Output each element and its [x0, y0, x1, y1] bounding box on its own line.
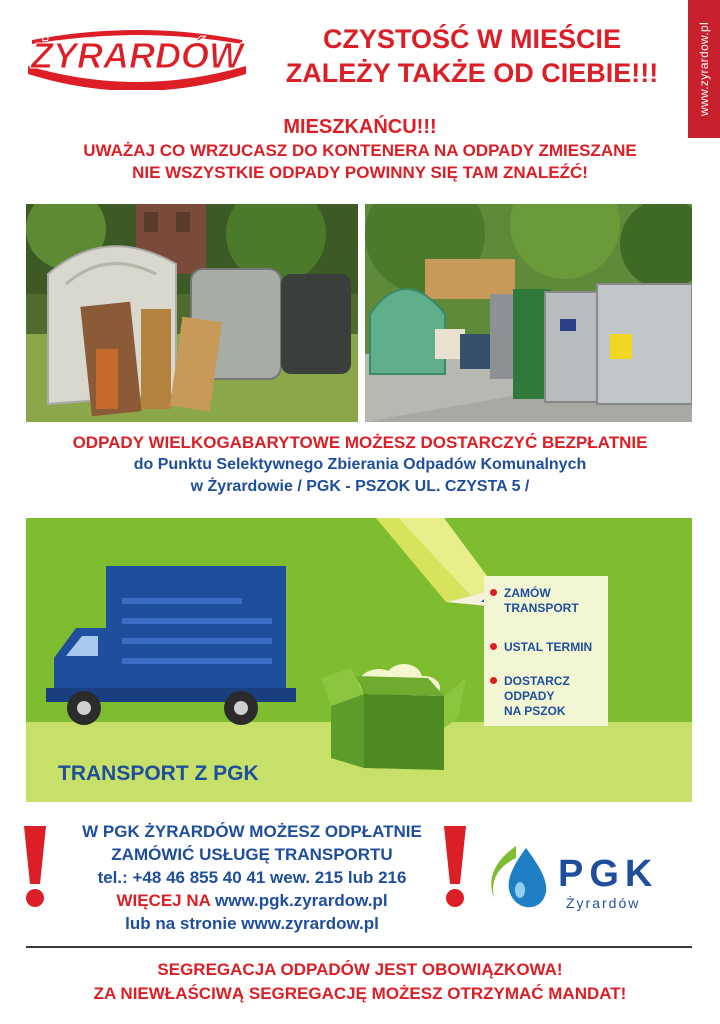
side-tab-url: www.zyrardow.pl — [697, 22, 711, 116]
bulky-waste-info — [0, 432, 720, 498]
disposal-line-2: do Punktu Selektywnego Zbierania Odpadów Komunalnych — [133, 456, 587, 473]
footer-warning — [0, 958, 720, 1006]
step-2-line-1: USTAL TERMIN — [504, 640, 593, 654]
step-1-line-1: ZAMÓW — [504, 586, 551, 600]
divider — [26, 946, 692, 948]
intro-warning — [0, 115, 720, 184]
disposal-line-3: w Żyrardowie / PGK - PSZOK UL. CZYSTA 5 / — [190, 478, 530, 495]
footer-line-2: ZA NIEWŁAŚCIWĄ SEGREGACJĘ MOŻESZ OTRZYMAĆ MANDAT! — [93, 984, 627, 1003]
bullet-icon — [490, 677, 497, 684]
bullet-icon — [490, 589, 497, 596]
footer-line-1: SEGREGACJA ODPADÓW JEST OBOWIĄZKOWA! — [157, 960, 563, 979]
steps-card — [484, 576, 608, 726]
pgk-website-link[interactable]: www.pgk.zyrardow.pl — [215, 891, 388, 910]
step-deliver-waste — [492, 674, 570, 719]
photo-overfull-containers — [26, 204, 358, 422]
zyrardow-logo — [22, 18, 252, 90]
bullet-icon — [490, 643, 497, 650]
slogan — [262, 22, 682, 90]
step-set-date — [492, 640, 592, 655]
slogan-line-2: ZALEŻY TAKŻE OD CIEBIE!!! — [285, 58, 659, 88]
pgk-name: PGK — [558, 853, 659, 895]
step-3-line-2: ODPADY — [504, 689, 555, 703]
intro-line-1: MIESZKAŃCU!!! — [283, 116, 437, 138]
contact-info — [52, 820, 452, 935]
transport-label: TRANSPORT Z PGK — [58, 762, 259, 785]
contact-line-1: W PGK ŻYRARDÓW MOŻESZ ODPŁATNIE — [82, 822, 422, 841]
step-3-line-1: DOSTARCZ — [504, 674, 570, 688]
contact-line-2: ZAMÓWIĆ USŁUGĘ TRANSPORTU — [111, 845, 393, 864]
intro-line-2: UWAŻAJ CO WRZUCASZ DO KONTENERA NA ODPADY ZMIESZANE — [83, 141, 637, 160]
slogan-line-1: CZYSTOŚĆ W MIEŚCIE — [322, 24, 622, 54]
pgk-logo — [486, 838, 696, 918]
intro-line-3: NIE WSZYSTKIE ODPADY POWINNY SIĘ TAM ZNALEŹĆ! — [132, 163, 588, 182]
step-1-line-2: TRANSPORT — [504, 601, 579, 615]
city-website-link[interactable]: lub na stronie www.zyrardow.pl — [125, 914, 379, 933]
disposal-line-1: ODPADY WIELKOGABARYTOWE MOŻESZ DOSTARCZYĆ BEZPŁATNIE — [72, 433, 648, 452]
photo-container-area — [365, 204, 692, 422]
contact-line-4 — [52, 889, 452, 912]
exclamation-left-icon — [22, 826, 48, 908]
step-3-line-3: NA PSZOK — [504, 704, 566, 718]
contact-phone[interactable]: tel.: +48 46 855 40 41 wew. 215 lub 216 — [97, 868, 407, 887]
pgk-city: Żyrardów — [566, 895, 641, 911]
step-order-transport — [492, 586, 579, 616]
contact-more-prefix: WIĘCEJ NA — [116, 891, 211, 910]
logo-text: ŻYRARDÓW — [31, 35, 243, 76]
